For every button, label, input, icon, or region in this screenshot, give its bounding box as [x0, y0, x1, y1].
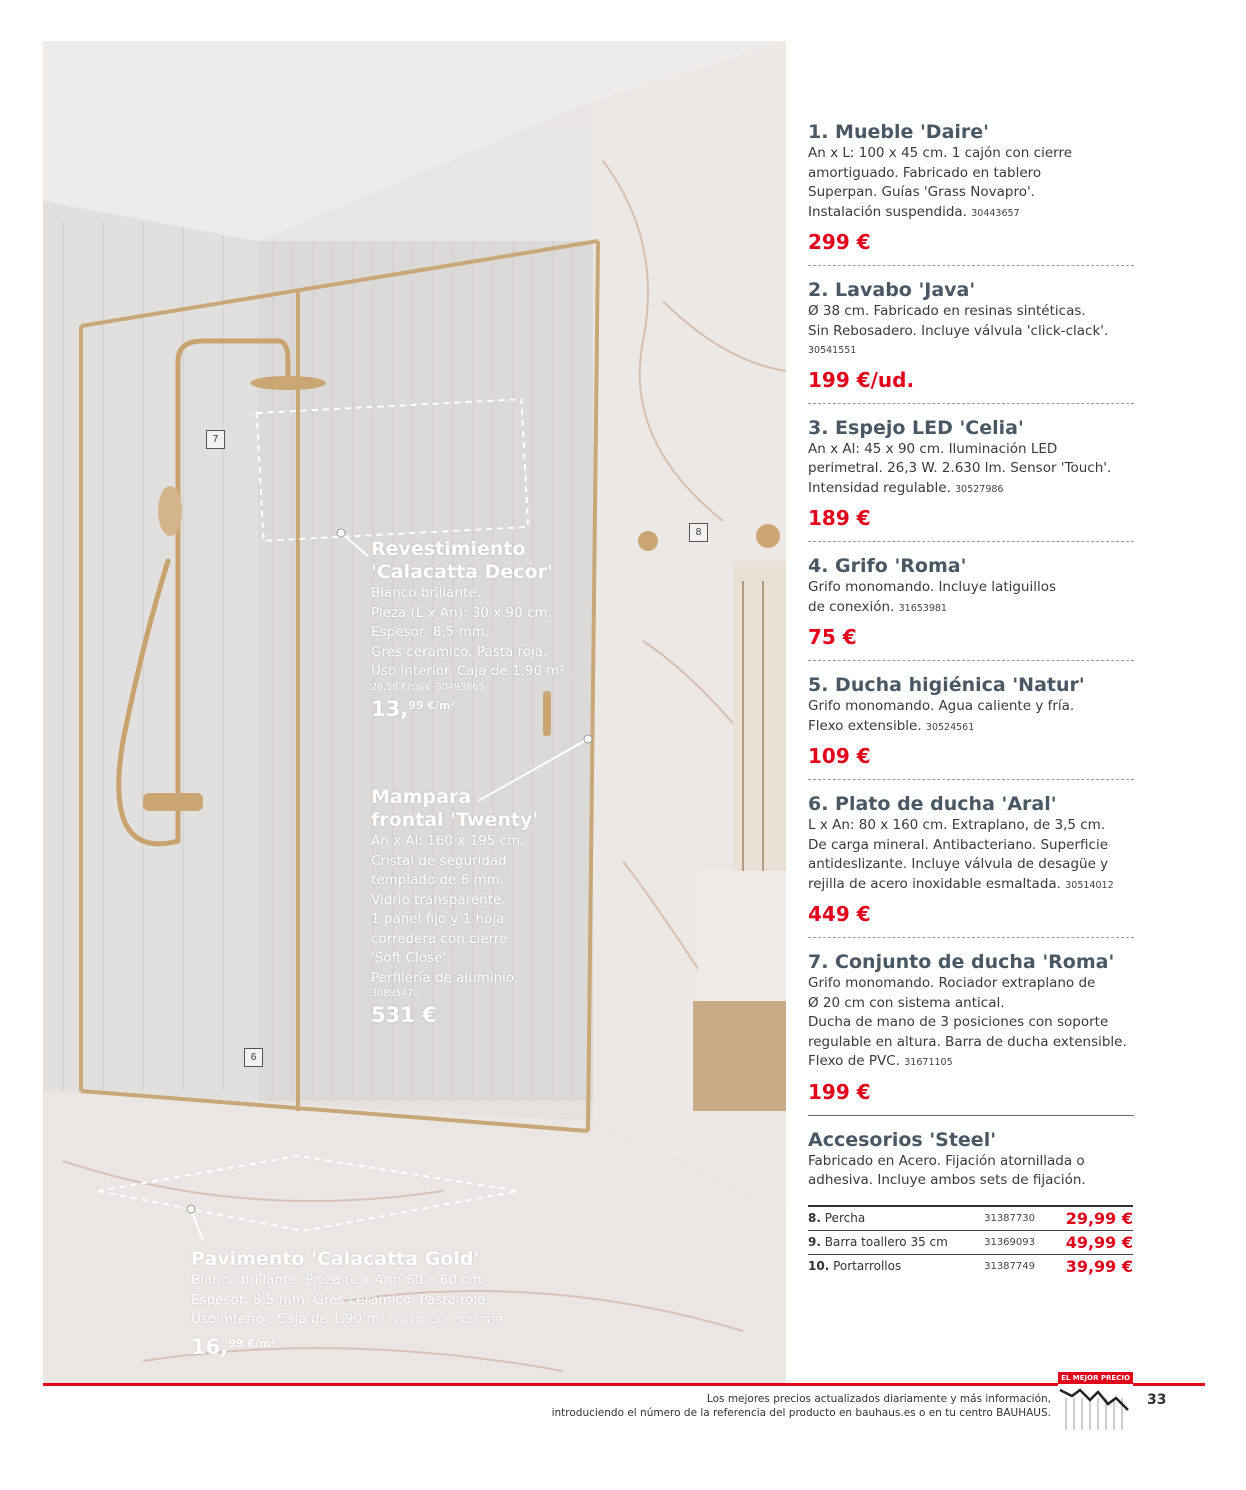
- table-row: [808, 1206, 1133, 1231]
- divider: [808, 660, 1134, 661]
- price-dec: 99 €/m²: [228, 1336, 276, 1350]
- divider: [808, 265, 1134, 266]
- accessory-num: 9.: [808, 1235, 821, 1249]
- accessories-title: Accesorios 'Steel': [808, 1128, 997, 1151]
- product-desc-line: An x Al: 45 x 90 cm. Iluminación LED: [808, 440, 1058, 457]
- footer-line-1: Los mejores precios actualizados diariamente y más información,: [706, 1393, 1051, 1405]
- accessory-price: 29,99 €: [1048, 1206, 1133, 1231]
- product-desc-line: [808, 203, 1134, 224]
- product-desc-line: De carga mineral. Antibacteriano. Superficie: [808, 836, 1109, 853]
- product-desc-line: Grifo monomando. Rociador extraplano de: [808, 975, 1096, 991]
- product-desc-line: Ø 38 cm. Fabricado en resinas sintéticas.: [808, 303, 1086, 319]
- pavimento-price: [191, 1335, 611, 1359]
- product-desc-line: Ducha de mano de 3 posiciones con soporte: [808, 1014, 1109, 1030]
- bathroom-photo: [43, 41, 786, 1383]
- product-desc-line: An x L: 100 x 45 cm. 1 cajón con cierre: [808, 145, 1073, 161]
- revestimiento-title-2: 'Calacatta Decor': [371, 561, 553, 583]
- footer-red-line: [43, 1383, 1205, 1386]
- revestimiento-line: Espesor: 8,5 mm.: [371, 624, 490, 640]
- pavimento-overlay: [191, 1248, 611, 1359]
- product-desc-text: rejilla de acero inoxidable esmaltada.: [808, 875, 1061, 892]
- badge-label: EL MEJOR PRECIO: [1058, 1372, 1133, 1384]
- product-desc-text: Intensidad regulable.: [808, 479, 951, 496]
- product-desc-text: Instalación suspendida.: [808, 203, 967, 220]
- mampara-line: Perfilería de aluminio.: [371, 969, 519, 986]
- product-item: [808, 416, 1134, 532]
- product-ref: 30514012: [1065, 879, 1114, 891]
- product-desc-line: Superpan. Guías 'Grass Novapro'.: [808, 184, 1035, 200]
- product-price: 75 €: [808, 625, 857, 649]
- pavimento-ref: 24,47€/caja. 30557798: [393, 1315, 504, 1326]
- best-price-badge: [1058, 1372, 1133, 1444]
- price-int: 13,: [371, 696, 409, 721]
- mampara-line: An x Al: 160 x 195 cm.: [371, 833, 525, 849]
- page-number: 33: [1147, 1392, 1167, 1408]
- accessory-price: 39,99 €: [1048, 1254, 1133, 1278]
- product-ref: 30541551: [808, 345, 857, 356]
- product-title: 4. Grifo 'Roma': [808, 555, 967, 577]
- pavimento-line: Blanco brillante. Pieza (L x An): 60 x 60 cm.: [191, 1272, 487, 1288]
- revestimiento-ref: 26,58 €/caja. 30493865: [371, 681, 485, 693]
- pavimento-line: Espesor: 8,5 mm. Gres cerámico. Pasta roja.: [191, 1291, 490, 1308]
- table-row: [808, 1230, 1133, 1254]
- product-desc-text: de conexión.: [808, 598, 895, 615]
- footer-note: [552, 1392, 1051, 1420]
- accessory-label: Barra toallero 35 cm: [824, 1235, 948, 1249]
- accessories-block: [808, 1128, 1134, 1278]
- mampara-overlay: [371, 786, 571, 1027]
- divider: [808, 779, 1134, 780]
- price-dec: 99 €/m²: [408, 698, 456, 712]
- product-desc-line: perimetral. 26,3 W. 2.630 lm. Sensor 'Touch'.: [808, 460, 1112, 476]
- footer-line-2: introduciendo el número de la referencia del producto en bauhaus.es o en tu centro BAUHAUS.: [551, 1407, 1051, 1419]
- product-price: 449 €: [808, 902, 871, 926]
- product-price: 299 €: [808, 230, 871, 254]
- price-chart-icon: [1058, 1384, 1133, 1432]
- mampara-title-2: frontal 'Twenty': [371, 809, 539, 831]
- accessory-name: [808, 1230, 984, 1254]
- product-ref: 30524561: [925, 721, 975, 733]
- revestimiento-price: [371, 697, 601, 721]
- product-title: 6. Plato de ducha 'Aral': [808, 793, 1057, 815]
- accessory-ref: 31369093: [984, 1230, 1048, 1254]
- revestimiento-title-1: Revestimiento: [371, 538, 526, 560]
- product-desc-line: amortiguado. Fabricado en tablero: [808, 164, 1042, 181]
- accessory-label: Percha: [824, 1211, 866, 1225]
- product-list: [808, 120, 1134, 1278]
- divider: [808, 937, 1134, 938]
- accessories-table: [808, 1205, 1133, 1278]
- marker-8: 8: [689, 523, 708, 542]
- product-desc-line: [808, 598, 1134, 619]
- product-price: 189 €: [808, 506, 871, 530]
- product-ref: 31671105: [904, 1057, 953, 1068]
- accessory-ref: 31387749: [984, 1254, 1048, 1278]
- product-desc-line: Grifo monomando. Agua caliente y fría.: [808, 698, 1075, 714]
- product-title: 1. Mueble 'Daire': [808, 121, 989, 143]
- revestimiento-line: Gres cerámico. Pasta roja.: [371, 643, 548, 660]
- accessory-name: [808, 1254, 984, 1278]
- product-desc-line: [808, 1052, 1134, 1073]
- marker-7: 7: [206, 430, 225, 449]
- accessory-num: 10.: [808, 1259, 830, 1273]
- product-desc-line: Ø 20 cm con sistema antical.: [808, 994, 1005, 1011]
- accessories-desc-line: adhesiva. Incluye ambos sets de fijación.: [808, 1172, 1086, 1188]
- revestimiento-line: Uso interior. Caja de 1,90 m².: [371, 663, 570, 679]
- revestimiento-overlay: [371, 538, 601, 721]
- accessory-price: 49,99 €: [1048, 1230, 1133, 1254]
- product-desc-line: L x An: 80 x 160 cm. Extraplano, de 3,5 cm.: [808, 817, 1106, 833]
- product-desc-line: [808, 717, 1134, 738]
- product-item: [808, 792, 1134, 927]
- revestimiento-line: Pieza (L x An): 30 x 90 cm.: [371, 604, 552, 621]
- mampara-line: templado de 6 mm.: [371, 872, 505, 888]
- product-desc-line: antideslizante. Incluye válvula de desagüe y: [808, 856, 1109, 872]
- product-item: [808, 554, 1134, 650]
- product-item: [808, 120, 1134, 255]
- product-title: 5. Ducha higiénica 'Natur': [808, 674, 1085, 696]
- mampara-line: 1 panel fijo y 1 hoja: [371, 911, 505, 927]
- table-row: [808, 1254, 1133, 1278]
- pavimento-line-text: Uso interior. Caja de 1,90 m².: [191, 1311, 390, 1327]
- accessory-name: [808, 1206, 984, 1231]
- product-price: 199 €/ud.: [808, 367, 915, 392]
- product-title: 2. Lavabo 'Java': [808, 279, 976, 301]
- product-desc-text: Flexo de PVC.: [808, 1053, 900, 1069]
- product-ref: 30443657: [971, 207, 1020, 219]
- mampara-line: corredera con cierre: [371, 930, 508, 947]
- pavimento-line: [191, 1310, 611, 1331]
- mampara-title-1: Mampara: [371, 786, 472, 808]
- product-item: [808, 950, 1134, 1105]
- product-desc-line: Sin Rebosadero. Incluye válvula 'click-clack'.: [808, 322, 1109, 339]
- product-desc-line: Grifo monomando. Incluye latiguillos: [808, 579, 1057, 595]
- product-item: [808, 278, 1134, 393]
- product-ref: 31653981: [898, 602, 947, 614]
- mampara-price: 531 €: [371, 1003, 437, 1027]
- pavimento-title: Pavimento 'Calacatta Gold': [191, 1248, 480, 1270]
- mampara-line: 'Soft Close'.: [371, 950, 451, 966]
- divider: [808, 403, 1134, 404]
- mampara-line: Cristal de seguridad: [371, 852, 507, 869]
- product-title: 7. Conjunto de ducha 'Roma': [808, 951, 1115, 973]
- accessories-desc-line: Fabricado en Acero. Fijación atornillada o: [808, 1152, 1085, 1169]
- product-item: [808, 673, 1134, 769]
- accessory-ref: 31387730: [984, 1206, 1048, 1231]
- price-int: 16,: [191, 1334, 229, 1359]
- revestimiento-line: Blanco brillante.: [371, 585, 481, 601]
- product-ref: 30527986: [955, 483, 1004, 495]
- mampara-line: Vidrio transparente.: [371, 891, 506, 908]
- product-desc-line: [808, 479, 1134, 500]
- product-price: 199 €: [808, 1079, 871, 1104]
- accessory-num: 8.: [808, 1211, 821, 1225]
- mampara-ref: 30895470: [371, 988, 420, 999]
- accessory-label: Portarrollos: [833, 1259, 902, 1273]
- product-desc-line: [808, 875, 1134, 896]
- marker-6: 6: [244, 1048, 263, 1067]
- product-price: 109 €: [808, 744, 871, 768]
- product-desc-text: Flexo extensible.: [808, 717, 922, 734]
- divider: [808, 541, 1134, 542]
- product-desc-line: regulable en altura. Barra de ducha extensible.: [808, 1033, 1127, 1050]
- divider: [808, 1115, 1134, 1116]
- product-title: 3. Espejo LED 'Celia': [808, 416, 1024, 439]
